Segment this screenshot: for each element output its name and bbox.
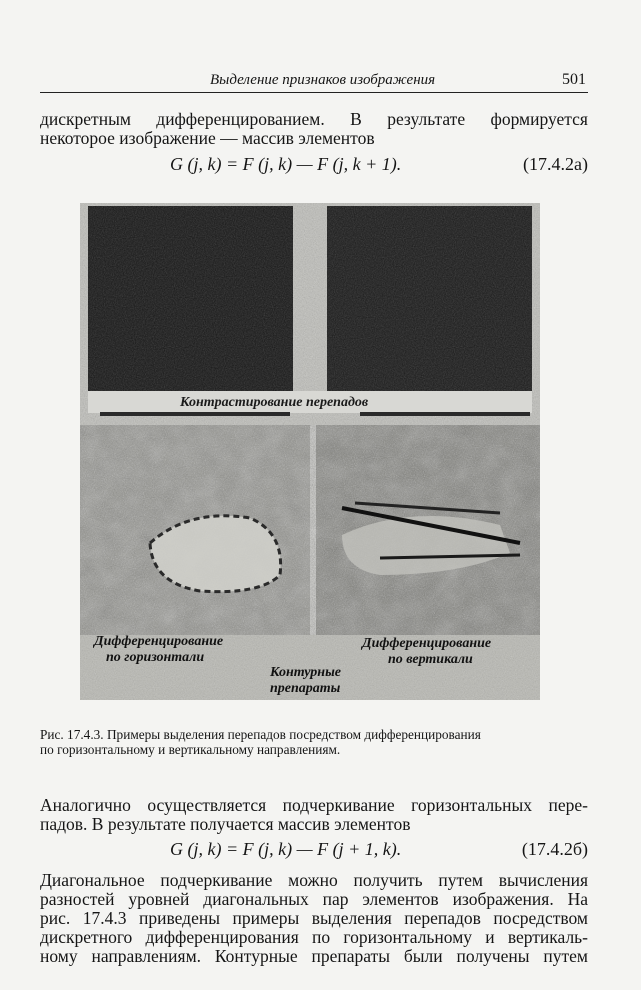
figure-label-left-1: Дифференцирование	[94, 634, 224, 649]
page-number: 501	[562, 71, 586, 88]
figure-label-right-1: Дифференцирование	[362, 636, 492, 651]
figure-caption	[40, 727, 588, 757]
para3-line-3: рис. 17.4.3 приведены примеры выделения перепадов посредством	[40, 908, 588, 928]
caption-line-1: Рис. 17.4.3. Примеры выделения перепадов посредством дифференцирования	[40, 727, 481, 742]
figure-label-top: Контрастирование перепадов	[180, 395, 369, 410]
page-header	[40, 70, 588, 93]
figure-17-4-3	[80, 203, 540, 700]
intro-line-2: некоторое изображение — массив элементов	[40, 128, 375, 148]
formula-expression: G (j, k) = F (j, k) — F (j, k + 1).	[170, 154, 402, 174]
para2-line-1: Аналогично осуществляется подчеркивание горизонтальных пере-	[40, 795, 588, 815]
formula-17-4-2a	[40, 154, 588, 178]
formula-number: (17.4.2а)	[523, 154, 588, 174]
para2-line-2: падов. В результате получается массив элементов	[40, 814, 411, 834]
band-stripe-right	[360, 412, 530, 416]
figure-label-center-2: препараты	[270, 681, 341, 696]
para3-line-5: ному направлениям. Контурные препараты были получены путем	[40, 946, 588, 966]
formula-number: (17.4.2б)	[521, 839, 588, 859]
formula-17-4-2b	[40, 839, 588, 863]
band-stripe-left	[100, 412, 290, 416]
figure-label-left-2: по горизонтали	[106, 650, 205, 665]
caption-line-2: по горизонтальному и вертикальному направлениям.	[40, 742, 341, 757]
figure-label-right-2: по вертикали	[388, 652, 473, 667]
formula-expression: G (j, k) = F (j, k) — F (j + 1, k).	[170, 839, 402, 859]
para3-line-1: Диагональное подчеркивание можно получить путем вычисления	[40, 870, 588, 890]
figure-label-center-1: Контурные	[270, 665, 342, 680]
para3-line-2: разностей уровней диагональных пар элементов изображения. На	[40, 889, 588, 909]
running-head: Выделение признаков изображения	[210, 72, 436, 88]
para3-line-4: дискретного дифференцирования по горизонтальному и вертикаль-	[40, 927, 588, 947]
intro-line-1: дискретным дифференцированием. В результате формируется	[40, 109, 588, 129]
